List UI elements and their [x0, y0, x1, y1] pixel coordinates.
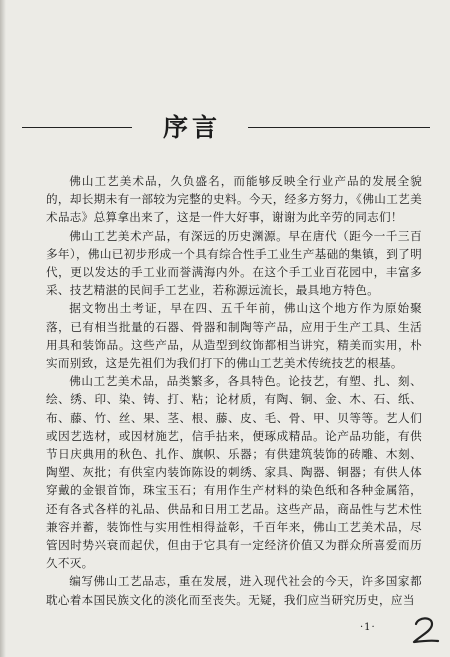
- paragraph-3: 据文物出土考证，早在四、五千年前，佛山这个地方作为原始聚落，已有相当批量的石器、骨器和制陶等产品，应用于生产工具、生活用具和装饰品。这些产品，从造型到纹饰都相当讲究，精美而实用，朴实而别致，这是先祖们为我们打下的佛山工艺美术传统技艺的根基。: [46, 301, 422, 371]
- paragraph-1: 佛山工艺美术品，久负盛名，而能够反映全行业产品的发展全貌的，却长期未有一部较为完整的史料。今天，经多方努力，《佛山工艺美术品志》总算拿出来了，这是一件大好事，谢谢为此辛劳的同志们！: [46, 174, 422, 225]
- page-title: 序言: [162, 113, 221, 142]
- page-edge-shadow: [0, 0, 6, 657]
- title-rule-left: [22, 127, 132, 128]
- title-rule-right: [248, 127, 430, 128]
- body-text: [46, 172, 422, 609]
- handwritten-mark-icon: [408, 612, 442, 646]
- paragraph-4: 佛山工艺美术品，品类繁多，各具特色。论技艺，有塑、扎、刻、绘、绣、印、染、铸、打、粘；论材质，有陶、铜、金、木、石、纸、布、藤、竹、丝、果、茎、根、藤、皮、毛、骨、甲、贝等等。艺人们或因艺选材，或因材施艺，信手拈来，便琢成精品。论产品功能，有供节日庆典用的秋色、扎作、旗帜、乐器；有供建筑装饰的砖雕、木刻、陶塑、灰批；有供室内装饰陈设的刺绣、家具、陶器、铜器；有供人体穿戴的金银首饰，珠宝玉石；有用作生产材料的染色纸和各种金属箔，还有各式各样的礼品、供品和日用工艺品。这些产品，商品性与艺术性兼容并蓄，装饰性与实用性相得益彰，千百年来，佛山工艺美术品，尽管因时势兴衰而起伏，但由于它具有一定经济价值又为群众所喜爱而历久不灭。: [46, 374, 422, 571]
- title-row: [22, 108, 430, 148]
- paragraph-5: 编写佛山工艺品志，重在发展，进入现代社会的今天，许多国家都耽心着本国民族文化的淡化而至丧失。无疑，我们应当研究历史，应当: [46, 574, 422, 607]
- page-number: ·1·: [360, 622, 376, 633]
- paragraph-2: 佛山工艺美术产品，有深远的历史渊源。早在唐代（距今一千三百多年），佛山已初步形成一个具有综合性手工业生产基础的集镇，到了明代，更以发达的手工业而誉满海内外。在这个手工业百花园中，丰富多采、技艺精湛的民间手工艺业，若称源远流长，最具地方特色。: [46, 228, 422, 298]
